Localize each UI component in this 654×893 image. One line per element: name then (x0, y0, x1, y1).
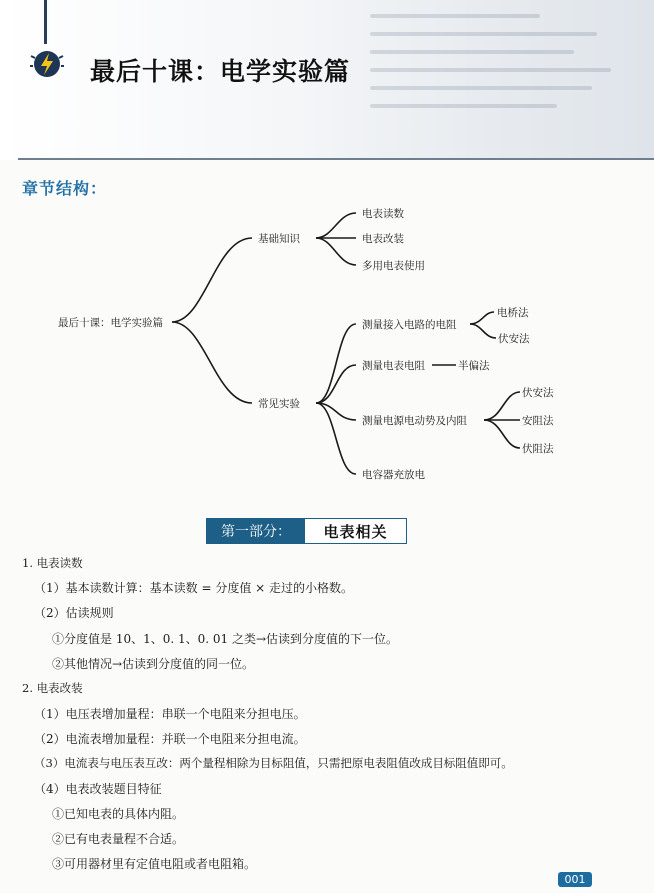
list-item: ③可用器材里有定值电阻或者电阻箱。 (52, 857, 257, 871)
mindmap-multimeter: 多用电表使用 (362, 260, 425, 272)
mindmap-experiments: 常见实验 (258, 398, 300, 410)
mindmap-half-deflection: 半偏法 (458, 360, 490, 372)
header-decoration (370, 0, 654, 150)
list-item: ①分度值是 10、1、0. 1、0. 01 之类→估读到分度值的下一位。 (52, 632, 399, 646)
paragraph: （2）估读规则 (34, 606, 114, 620)
mindmap-connectors (0, 195, 654, 495)
part-number: 第一部分： (207, 519, 305, 543)
mindmap-meter-reading: 电表读数 (362, 208, 404, 220)
list-item: ②已有电表量程不合适。 (52, 832, 185, 846)
section-heading: 1. 电表读数 (22, 556, 83, 570)
mindmap-meter-resistance: 测量电表电阻 (362, 360, 425, 372)
list-item: ①已知电表的具体内阻。 (52, 807, 185, 821)
resistance-to-voltammetry (470, 324, 496, 338)
mindmap-emf-voltmeter-resistor: 伏阻法 (522, 443, 554, 455)
section-label: 章节结构： (22, 179, 108, 198)
header-divider (18, 158, 654, 160)
exp-to-resistance (316, 324, 356, 403)
mindmap-meter-conversion: 电表改装 (362, 233, 404, 245)
lightbulb-icon (29, 44, 65, 84)
emf-to-voltammetry (484, 392, 520, 420)
part-banner (206, 518, 407, 544)
page-title: 最后十课：电学实验篇 (90, 57, 351, 86)
paragraph: （2）电流表增加量程：并联一个电阻来分担电流。 (34, 732, 306, 746)
mindmap-emf-ammeter-resistor: 安阻法 (522, 415, 554, 427)
paragraph: （3）电流表与电压表互改：两个量程相除为目标阻值，只需把原电表阻值改成目标阻值即可。 (34, 756, 513, 770)
page-number: 001 (558, 872, 592, 887)
basics-to-multimeter (316, 238, 356, 265)
root-to-basics (172, 238, 252, 322)
mindmap-voltammetry-method: 伏安法 (498, 333, 530, 345)
root-to-experiments (172, 322, 252, 403)
list-item: ②其他情况→估读到分度值的同一位。 (52, 657, 255, 671)
mindmap-emf-measure: 测量电源电动势及内阻 (362, 415, 467, 427)
bulb-hanger-line (44, 0, 47, 44)
exp-to-meter-resistance (316, 365, 356, 403)
mindmap-capacitor: 电容器充放电 (362, 469, 425, 481)
mindmap-basics: 基础知识 (258, 233, 300, 245)
paragraph: （1）基本读数计算：基本读数 = 分度值 × 走过的小格数。 (34, 581, 354, 595)
paragraph: （4）电表改装题目特征 (34, 782, 162, 796)
exp-to-capacitor (316, 403, 356, 474)
basics-to-reading (316, 213, 356, 238)
section-heading: 2. 电表改装 (22, 681, 83, 695)
mindmap-root: 最后十课：电学实验篇 (58, 317, 163, 329)
part-title: 电表相关 (305, 519, 406, 543)
emf-to-voltmeter-resistor (484, 420, 520, 448)
mindmap-emf-voltammetry: 伏安法 (522, 387, 554, 399)
resistance-to-bridge (470, 312, 494, 324)
mindmap-resistance-measure: 测量接入电路的电阻 (362, 319, 457, 331)
paragraph: （1）电压表增加量程：串联一个电阻来分担电压。 (34, 707, 306, 721)
mindmap-bridge-method: 电桥法 (497, 307, 529, 319)
